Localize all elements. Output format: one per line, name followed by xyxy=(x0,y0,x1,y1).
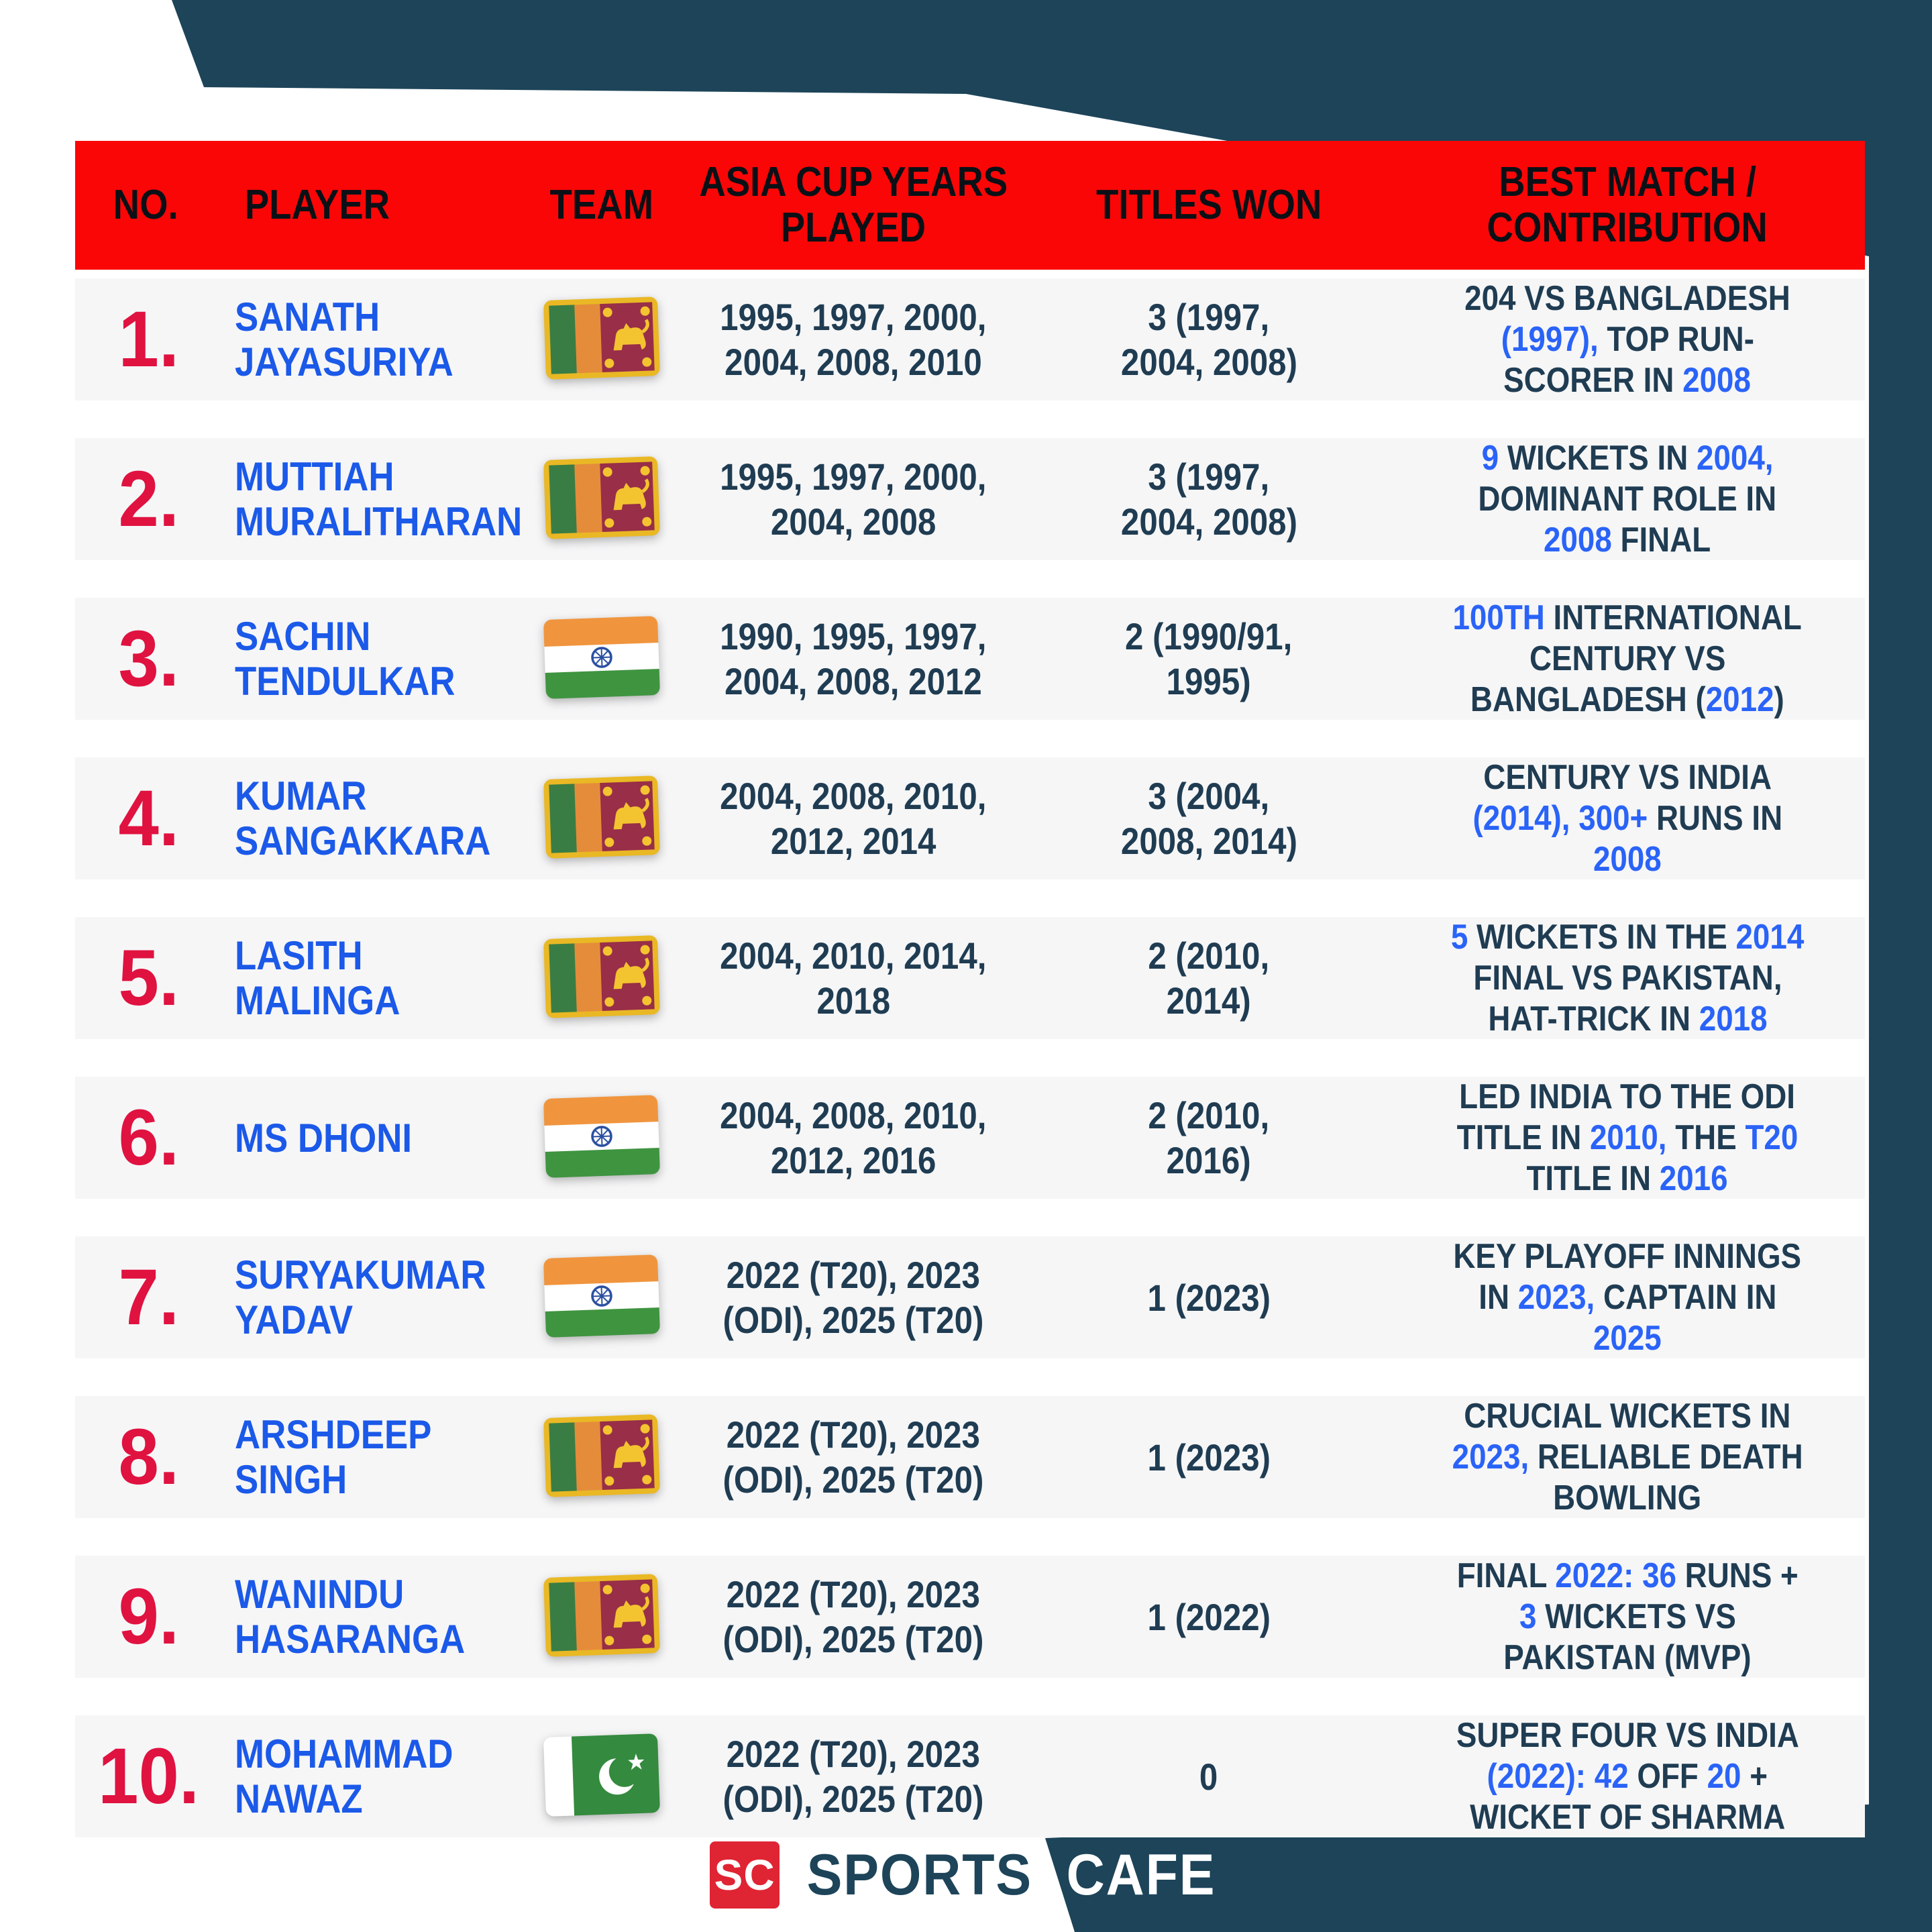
team-cell xyxy=(525,278,679,400)
best-contribution-line: SUPER FOUR VS INDIA xyxy=(1456,1715,1799,1755)
years-played: 2018 xyxy=(816,979,890,1022)
rank-cell xyxy=(75,278,216,400)
best-contribution-line: 2008 xyxy=(1593,839,1662,879)
best-contribution-line: DOMINANT ROLE IN xyxy=(1478,479,1777,519)
best-contribution-line: SCORER IN 2008 xyxy=(1503,360,1752,400)
titles-won: 2 (1990/91, xyxy=(1125,615,1293,657)
titles-won: 1995) xyxy=(1166,660,1252,702)
player-name-cell xyxy=(216,1396,525,1518)
header-cell-best xyxy=(1390,160,1865,251)
player-name: KUMAR xyxy=(235,773,367,818)
years-played: 2022 (T20), 2023 xyxy=(726,1254,981,1296)
player-name: ARSHDEEP xyxy=(235,1412,432,1457)
best-contribution-line: 204 VS BANGLADESH xyxy=(1464,278,1790,318)
team-cell xyxy=(525,598,679,720)
titles-won-cell xyxy=(1028,1396,1390,1518)
best-contribution-line: IN 2023, CAPTAIN IN xyxy=(1478,1277,1777,1317)
rank-number: 6. xyxy=(118,1093,179,1182)
table-row xyxy=(75,1715,1865,1837)
rank-number: 9. xyxy=(118,1572,179,1661)
titles-won: 0 xyxy=(1199,1755,1218,1798)
years-played: 2012, 2014 xyxy=(770,820,936,862)
flag-sri-lanka-icon xyxy=(545,458,659,541)
best-contribution-line: 2025 xyxy=(1593,1318,1662,1358)
brand-cafe-text: CAFE xyxy=(1066,1842,1216,1907)
team-cell xyxy=(525,917,679,1039)
years-played-cell xyxy=(679,1077,1028,1199)
best-contribution-line: BANGLADESH (2012) xyxy=(1470,680,1784,719)
sc-logo-text: SC xyxy=(714,1851,775,1899)
rank-cell xyxy=(75,438,216,560)
best-contribution-line: LED INDIA TO THE ODI xyxy=(1459,1077,1796,1116)
player-name-cell xyxy=(216,1236,525,1358)
best-contribution-line: CRUCIAL WICKETS IN xyxy=(1464,1396,1791,1436)
best-contribution-line: (2022): 42 OFF 20 + xyxy=(1487,1756,1768,1796)
best-contribution-line: (1997), TOP RUN- xyxy=(1501,319,1754,359)
years-played: (ODI), 2025 (T20) xyxy=(722,1618,984,1660)
rank-cell xyxy=(75,757,216,879)
header-cell-team xyxy=(525,182,679,228)
years-played: 2004, 2010, 2014, xyxy=(720,934,987,977)
table-row xyxy=(75,598,1865,720)
table-row xyxy=(75,438,1865,560)
rank-number: 10. xyxy=(98,1732,200,1821)
best-contribution-line: 9 WICKETS IN 2004, xyxy=(1481,438,1774,478)
years-played: 2022 (T20), 2023 xyxy=(726,1413,981,1456)
flag-pakistan-icon xyxy=(545,1735,659,1818)
header-label: ASIA CUP YEARS xyxy=(699,159,1008,205)
years-played: 2022 (T20), 2023 xyxy=(726,1573,981,1615)
years-played-cell xyxy=(679,1556,1028,1678)
years-played-cell xyxy=(679,438,1028,560)
titles-won-cell xyxy=(1028,438,1390,560)
titles-won: 1 (2023) xyxy=(1147,1276,1271,1319)
years-played-cell xyxy=(679,917,1028,1039)
flag-sri-lanka-icon xyxy=(545,1576,659,1658)
team-cell xyxy=(525,1236,679,1358)
best-contribution-cell xyxy=(1390,598,1865,720)
header-label: PLAYER xyxy=(244,182,390,228)
player-name-cell xyxy=(216,1556,525,1678)
header-label: BEST MATCH / xyxy=(1499,159,1756,205)
player-name-cell xyxy=(216,278,525,400)
titles-won: 3 (2004, xyxy=(1148,775,1270,817)
titles-won: 2008, 2014) xyxy=(1120,820,1297,862)
player-name: HASARANGA xyxy=(235,1617,466,1662)
years-played: 2022 (T20), 2023 xyxy=(726,1733,981,1775)
titles-won-cell xyxy=(1028,917,1390,1039)
player-name: NAWAZ xyxy=(235,1776,363,1821)
team-cell xyxy=(525,438,679,560)
table-header xyxy=(75,141,1865,270)
best-contribution-line: 100TH INTERNATIONAL xyxy=(1452,598,1803,637)
flag-sri-lanka-icon xyxy=(545,1416,659,1499)
titles-won: 2004, 2008) xyxy=(1120,500,1297,543)
best-contribution-cell xyxy=(1390,1236,1865,1358)
titles-won-cell xyxy=(1028,598,1390,720)
titles-won: 1 (2023) xyxy=(1147,1436,1271,1479)
years-played-cell xyxy=(679,1396,1028,1518)
titles-won: 2 (2010, xyxy=(1148,1094,1270,1136)
rank-cell xyxy=(75,1715,216,1837)
flag-sri-lanka-icon xyxy=(545,777,659,860)
best-contribution-line: HAT-TRICK IN 2018 xyxy=(1487,999,1768,1038)
player-name: YADAV xyxy=(235,1297,354,1342)
best-contribution-cell xyxy=(1390,438,1865,560)
titles-won-cell xyxy=(1028,1715,1390,1837)
rank-number: 4. xyxy=(118,774,179,863)
titles-won: 2014) xyxy=(1166,979,1252,1022)
best-contribution-line: 3 WICKETS VS xyxy=(1519,1597,1736,1636)
player-name: SACHIN xyxy=(235,614,371,659)
brand-footer xyxy=(0,1841,1932,1909)
rank-cell xyxy=(75,917,216,1039)
best-contribution-line: WICKET OF SHARMA xyxy=(1469,1797,1786,1837)
titles-won-cell xyxy=(1028,278,1390,400)
best-contribution-cell xyxy=(1390,1715,1865,1837)
right-edge-strip xyxy=(1869,0,1932,1932)
titles-won: 2004, 2008) xyxy=(1120,341,1297,383)
best-contribution-line: CENTURY VS xyxy=(1529,639,1726,678)
years-played: 2004, 2008, 2010, xyxy=(720,1094,987,1136)
table-row xyxy=(75,757,1865,879)
header-label: TEAM xyxy=(549,182,654,228)
player-name: SANGAKKARA xyxy=(235,818,491,863)
team-cell xyxy=(525,1396,679,1518)
years-played: (ODI), 2025 (T20) xyxy=(722,1458,984,1501)
best-contribution-line: 2023, RELIABLE DEATH xyxy=(1452,1437,1803,1477)
player-name-cell xyxy=(216,1715,525,1837)
team-cell xyxy=(525,1556,679,1678)
years-played-cell xyxy=(679,757,1028,879)
best-contribution-line: 2008 FINAL xyxy=(1544,520,1711,559)
header-label: TITLES WON xyxy=(1095,182,1322,228)
header-cell-titles xyxy=(1028,182,1390,228)
best-contribution-line: 5 WICKETS IN THE 2014 xyxy=(1450,917,1805,957)
years-played: (ODI), 2025 (T20) xyxy=(722,1778,984,1820)
years-played-cell xyxy=(679,278,1028,400)
table-row xyxy=(75,1396,1865,1518)
rank-number: 7. xyxy=(118,1253,179,1342)
best-contribution-line: TITLE IN 2016 xyxy=(1526,1159,1729,1198)
table-row xyxy=(75,1556,1865,1678)
best-contribution-cell xyxy=(1390,1556,1865,1678)
titles-won: 2016) xyxy=(1166,1139,1252,1181)
player-name: SINGH xyxy=(235,1457,347,1502)
years-played-cell xyxy=(679,1715,1028,1837)
best-contribution-line: PAKISTAN (MVP) xyxy=(1503,1638,1752,1677)
table-row xyxy=(75,1077,1865,1199)
titles-won: 3 (1997, xyxy=(1148,455,1270,498)
years-played: 2004, 2008 xyxy=(770,500,936,543)
player-name-cell xyxy=(216,598,525,720)
table-row xyxy=(75,917,1865,1039)
best-contribution-line: FINAL VS PAKISTAN, xyxy=(1472,958,1782,998)
table-row xyxy=(75,278,1865,400)
brand-sports-text: SPORTS xyxy=(806,1842,1033,1907)
rank-number: 2. xyxy=(118,455,179,543)
player-name: MUTTIAH xyxy=(235,454,394,499)
best-contribution-cell xyxy=(1390,278,1865,400)
rank-cell xyxy=(75,1556,216,1678)
years-played: 2004, 2008, 2012 xyxy=(724,660,982,702)
best-contribution-cell xyxy=(1390,1396,1865,1518)
header-cell-no xyxy=(75,182,216,228)
player-name: MOHAMMAD xyxy=(235,1731,453,1776)
years-played-cell xyxy=(679,598,1028,720)
flag-sri-lanka-icon xyxy=(545,937,659,1020)
flag-sri-lanka-icon xyxy=(545,299,659,381)
best-contribution-line: FINAL 2022: 36 RUNS + xyxy=(1456,1556,1799,1595)
header-label: CONTRIBUTION xyxy=(1487,205,1768,251)
player-name: MURALITHARAN xyxy=(235,499,523,544)
rank-cell xyxy=(75,598,216,720)
best-contribution-line: (2014), 300+ RUNS IN xyxy=(1472,798,1782,838)
rank-number: 1. xyxy=(118,295,179,384)
titles-won-cell xyxy=(1028,1236,1390,1358)
team-cell xyxy=(525,1077,679,1199)
player-name-cell xyxy=(216,1077,525,1199)
titles-won: 1 (2022) xyxy=(1147,1595,1271,1638)
titles-won-cell xyxy=(1028,1077,1390,1199)
player-name: JAYASURIYA xyxy=(235,339,453,384)
flag-india-icon xyxy=(545,1097,659,1179)
best-contribution-cell xyxy=(1390,917,1865,1039)
player-name: WANINDU xyxy=(235,1572,405,1617)
header-label: NO. xyxy=(113,182,178,228)
flag-india-icon xyxy=(545,1256,659,1339)
titles-won: 3 (1997, xyxy=(1148,296,1270,338)
titles-won: 2 (2010, xyxy=(1148,934,1270,977)
player-name: LASITH xyxy=(235,933,363,978)
best-contribution-line: KEY PLAYOFF INNINGS xyxy=(1453,1236,1802,1276)
rank-cell xyxy=(75,1396,216,1518)
team-cell xyxy=(525,1715,679,1837)
best-contribution-line: BOWLING xyxy=(1553,1478,1702,1517)
best-contribution-cell xyxy=(1390,1077,1865,1199)
table-body xyxy=(75,278,1865,1875)
best-contribution-line: CENTURY VS INDIA xyxy=(1483,757,1772,797)
years-played: 2012, 2016 xyxy=(770,1139,936,1181)
player-name-cell xyxy=(216,917,525,1039)
player-name: SURYAKUMAR xyxy=(235,1252,486,1297)
player-name-cell xyxy=(216,757,525,879)
rank-cell xyxy=(75,1236,216,1358)
years-played: 1995, 1997, 2000, xyxy=(720,296,987,338)
rank-cell xyxy=(75,1077,216,1199)
team-cell xyxy=(525,757,679,879)
best-contribution-cell xyxy=(1390,757,1865,879)
player-name: MS DHONI xyxy=(235,1115,412,1161)
header-cell-years xyxy=(679,160,1028,251)
header-cell-player xyxy=(216,182,525,228)
player-name: SANATH xyxy=(235,294,380,339)
player-name: TENDULKAR xyxy=(235,659,455,704)
titles-won-cell xyxy=(1028,1556,1390,1678)
years-played: (ODI), 2025 (T20) xyxy=(722,1299,984,1341)
header-label: PLAYED xyxy=(780,205,926,251)
rank-number: 3. xyxy=(118,614,179,703)
best-contribution-line: TITLE IN 2010, THE T20 xyxy=(1456,1118,1799,1157)
table-row xyxy=(75,1236,1865,1358)
rank-number: 5. xyxy=(118,934,179,1022)
years-played: 1995, 1997, 2000, xyxy=(720,455,987,498)
titles-won-cell xyxy=(1028,757,1390,879)
sc-logo xyxy=(710,1841,780,1909)
years-played: 2004, 2008, 2010 xyxy=(724,341,982,383)
player-name: MALINGA xyxy=(235,978,400,1023)
years-played: 2004, 2008, 2010, xyxy=(720,775,987,817)
rank-number: 8. xyxy=(118,1413,179,1501)
flag-india-icon xyxy=(545,618,659,700)
player-name-cell xyxy=(216,438,525,560)
years-played: 1990, 1995, 1997, xyxy=(720,615,987,657)
years-played-cell xyxy=(679,1236,1028,1358)
